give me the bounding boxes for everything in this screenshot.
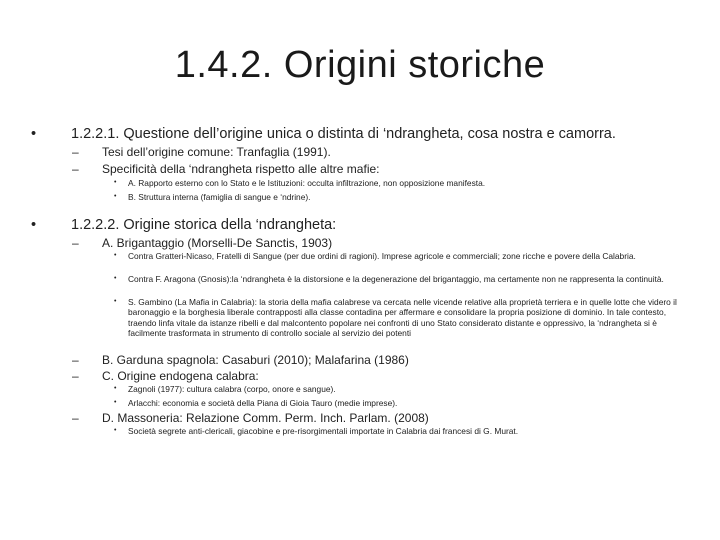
bullet-marker: •: [114, 427, 117, 434]
bullet-marker: •: [31, 126, 37, 142]
section2-heading: 1.2.2.2. Origine storica della ‘ndrangheta:: [71, 217, 337, 233]
section2-subitem-c2: [114, 398, 684, 408]
section1-subitem-b: [114, 192, 674, 202]
section2-subitem-a1-text: Contra Gratteri-Nicaso, Fratelli di Sangue (per due ordini di ragioni). Imprese agricole e commerciali; zone ricche e povere della Calabria.: [128, 251, 636, 261]
section2-subitem-a1: [114, 251, 684, 261]
dash-marker: –: [72, 162, 79, 176]
bullet-marker: •: [114, 252, 117, 259]
dash-marker: –: [72, 236, 79, 250]
bullet-marker: •: [114, 385, 117, 392]
dash-marker: –: [72, 369, 79, 383]
section2-subitem-a2: [114, 274, 684, 284]
section1-heading-row: [31, 126, 691, 142]
section2-item-a: [72, 236, 672, 250]
section2-item-c-text: C. Origine endogena calabra:: [102, 369, 259, 383]
section2-subitem-c1: [114, 384, 684, 394]
section2-subitem-a2-text: Contra F. Aragona (Gnosis):la ‘ndrangheta è la distorsione e la degenerazione del brigantaggio, ma certamente non ne rappresenta la continuità.: [128, 274, 664, 284]
section2-subitem-a3-text: S. Gambino (La Mafia in Calabria): la storia della mafia calabrese va cercata nelle vicende relative alla proprietà terriera e in quelle lotte che videro il baronaggio e la borghesia liberale contrapposti alla classe contadina per affermare e consolidare la propria posizione di dominio. In tale contesto, traendo linfa vitale da istanze ribelli e dal malcontento popolare nei confronti di uno Stato considerato distante e oppressivo, la ‘ndrangheta si è facilmente trasformata in strumento di controllo sociale al servizio dei potenti: [128, 297, 677, 339]
bullet-marker: •: [31, 217, 37, 233]
bullet-marker: •: [114, 275, 117, 282]
section2-item-c: [72, 369, 672, 383]
section2-subitem-c1-text: Zagnoli (1977): cultura calabra (corpo, onore e sangue).: [128, 384, 336, 394]
section2-subitem-d1: [114, 426, 684, 436]
section1-subitem-b-text: B. Struttura interna (famiglia di sangue e ‘ndrine).: [128, 192, 311, 202]
section1-item-1-text: Tesi dell’origine comune: Tranfaglia (1991).: [102, 145, 331, 159]
dash-marker: –: [72, 353, 79, 367]
dash-marker: –: [72, 145, 79, 159]
section2-heading-row: [31, 217, 691, 233]
section1-subitem-a: [114, 178, 674, 188]
section2-subitem-a3: [114, 297, 684, 339]
section2-item-d: [72, 411, 672, 425]
bullet-marker: •: [114, 298, 117, 305]
section2-item-a-text: A. Brigantaggio (Morselli-De Sanctis, 1903): [102, 236, 333, 250]
slide-title: 1.4.2. Origini storiche: [174, 44, 546, 86]
bullet-marker: •: [114, 193, 117, 200]
section1-subitem-a-text: A. Rapporto esterno con lo Stato e le Istituzioni: occulta infiltrazione, non opposizione manifesta.: [128, 178, 486, 188]
section2-subitem-d1-text: Società segrete anti-clericali, giacobine e pre-risorgimentali importate in Calabria dai francesi di G. Murat.: [128, 426, 519, 436]
section2-subitem-c2-text: Arlacchi: economia e società della Piana di Gioia Tauro (medie imprese).: [128, 398, 398, 408]
section2-item-d-text: D. Massoneria: Relazione Comm. Perm. Inch. Parlam. (2008): [102, 411, 429, 425]
section1-item-2-text: Specificità della ‘ndrangheta rispetto alle altre mafie:: [102, 162, 380, 176]
section2-item-b: [72, 353, 672, 367]
section2-item-b-text: B. Garduna spagnola: Casaburi (2010); Malafarina (1986): [102, 353, 409, 367]
section1-item-2: [72, 162, 672, 176]
bullet-marker: •: [114, 179, 117, 186]
bullet-marker: •: [114, 399, 117, 406]
section1-item-1: [72, 145, 672, 159]
dash-marker: –: [72, 411, 79, 425]
section1-heading: 1.2.2.1. Questione dell’origine unica o distinta di ‘ndrangheta, cosa nostra e camorra.: [71, 126, 616, 142]
